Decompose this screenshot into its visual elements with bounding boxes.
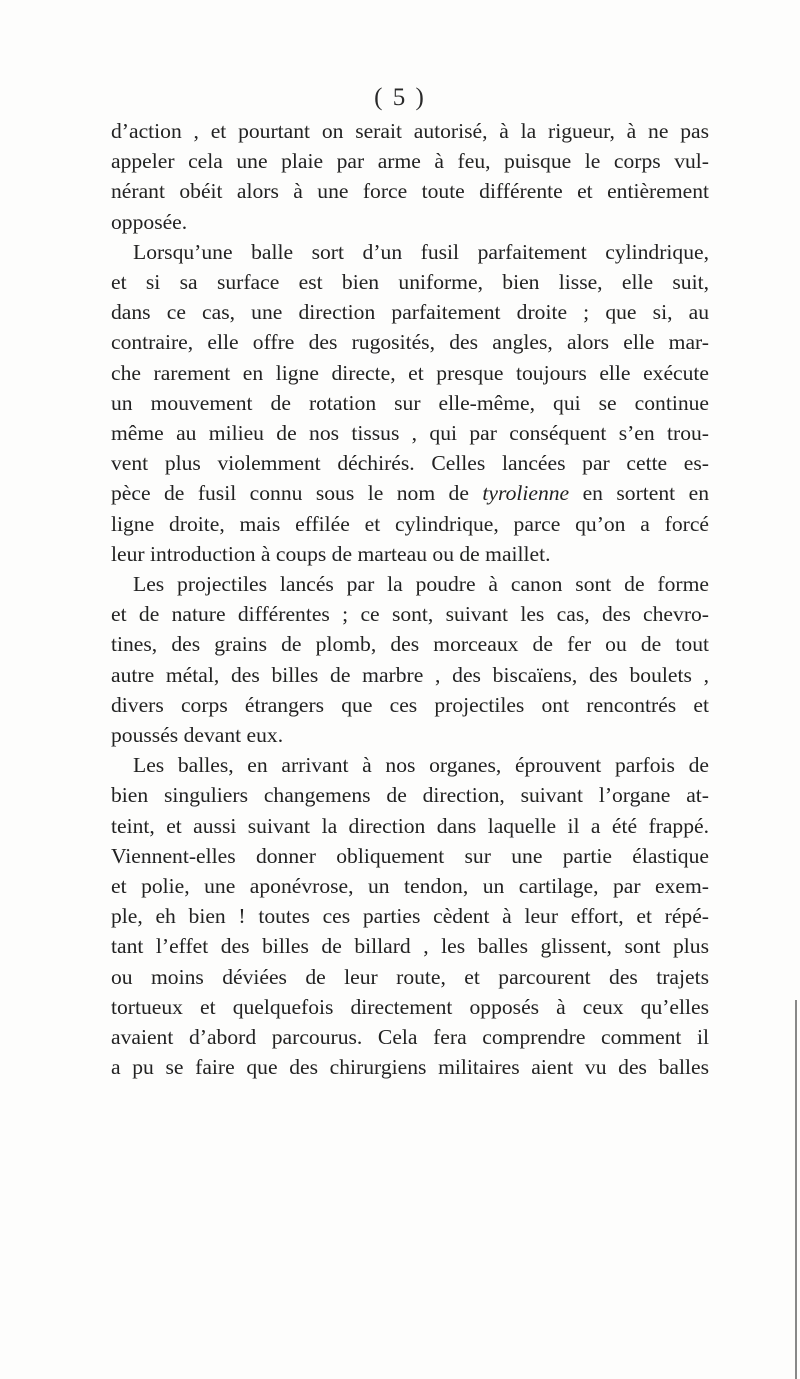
body-text (111, 116, 709, 1083)
text-line: et polie, une aponévrose, un tendon, un cartilage, par exem- (111, 874, 709, 899)
page-number: ( 5 ) (374, 84, 426, 111)
text-line: dans ce cas, une direction parfaitement droite ; que si, au (111, 300, 709, 325)
text-line: a pu se faire que des chirurgiens militaires aient vu des balles (111, 1055, 709, 1080)
text-line: d’action , et pourtant on serait autorisé, à la rigueur, à ne pas (111, 119, 709, 143)
text-line: tortueux et quelquefois directement opposés à ceux qu’elles (111, 994, 709, 1019)
text-line: appeler cela une plaie par arme à feu, puisque le corps vul- (111, 149, 709, 174)
text-line: pèce de fusil connu sous le nom de tyrolienne en sortent en (111, 481, 709, 506)
paragraph (111, 750, 709, 1082)
text-line: opposée. (111, 209, 188, 234)
text-line: che rarement en ligne directe, et presque toujours elle exécute (111, 360, 709, 385)
text-line: tant l’effet des billes de billard , les balles glissent, sont plus (111, 934, 709, 959)
text-line: Viennent-elles donner obliquement sur une partie élastique (111, 843, 709, 868)
text-line: poussés devant eux. (111, 723, 284, 748)
paragraph (111, 237, 709, 569)
text-line: un mouvement de rotation sur elle-même, qui se continue (111, 390, 709, 415)
text-line: avaient d’abord parcourus. Cela fera comprendre comment il (111, 1025, 709, 1050)
text-line: teint, et aussi suivant la direction dans laquelle il a été frappé. (111, 813, 709, 838)
page-edge-shadow (795, 1000, 797, 1379)
italic-term: tyrolienne (482, 481, 570, 506)
text-line: et si sa surface est bien uniforme, bien lisse, elle suit, (111, 270, 709, 295)
paragraph (111, 569, 709, 750)
text-line: ou moins déviées de leur route, et parcourent des trajets (111, 964, 709, 989)
text-line: vent plus violemment déchirés. Celles lancées par cette es- (111, 451, 709, 476)
text-line: Les balles, en arrivant à nos organes, éprouvent parfois de (133, 753, 709, 778)
paragraph (111, 116, 709, 237)
text-line: ligne droite, mais effilée et cylindrique, parce qu’on a forcé (111, 511, 709, 536)
text-line: contraire, elle offre des rugosités, des angles, alors elle mar- (111, 330, 709, 355)
text-line: autre métal, des billes de marbre , des biscaïens, des boulets , (111, 662, 709, 687)
text-line: tines, des grains de plomb, des morceaux de fer ou de tout (111, 632, 709, 657)
text-line: même au milieu de nos tissus , qui par conséquent s’en trou- (111, 421, 709, 446)
text-line: ple, eh bien ! toutes ces parties cèdent à leur effort, et répé- (111, 904, 709, 929)
text-line: Les projectiles lancés par la poudre à canon sont de forme (133, 572, 709, 597)
text-line: bien singuliers changemens de direction, suivant l’organe at- (111, 783, 709, 808)
text-line: et de nature différentes ; ce sont, suivant les cas, des chevro- (111, 602, 709, 627)
text-line: leur introduction à coups de marteau ou de maillet. (111, 541, 551, 566)
text-line: Lorsqu’une balle sort d’un fusil parfaitement cylindrique, (133, 239, 709, 264)
text-line: nérant obéit alors à une force toute différente et entièrement (111, 179, 709, 204)
text-line: divers corps étrangers que ces projectiles ont rencontrés et (111, 692, 709, 717)
